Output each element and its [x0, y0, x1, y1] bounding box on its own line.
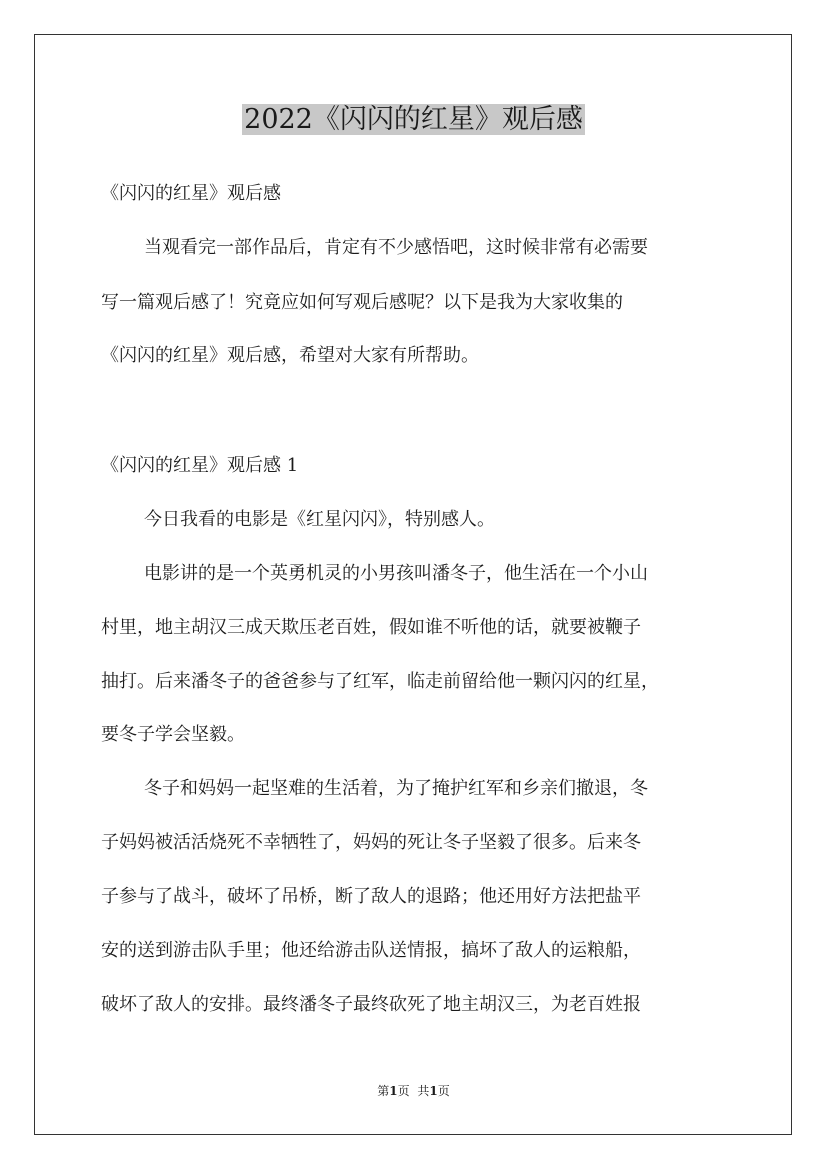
- intro-line: 当观看完一部作品后，肯定有不少感悟吧，这时候非常有必需要: [144, 237, 648, 258]
- page-footer: [0, 1083, 827, 1099]
- paragraph-line: 要冬子学会坚毅。: [101, 724, 245, 745]
- paragraph-line: 安的送到游击队手里；他还给游击队送情报，搞坏了敌人的运粮船，: [101, 940, 641, 961]
- document-subtitle: 《闪闪的红星》观后感: [101, 183, 281, 204]
- paragraph-line: 冬子和妈妈一起坚难的生活着，为了掩护红军和乡亲们撤退，冬: [144, 778, 648, 799]
- paragraph-line: 抽打。后来潘冬子的爸爸参与了红军，临走前留给他一颗闪闪的红星，: [101, 671, 659, 692]
- footer-total-unit: 页: [437, 1084, 450, 1098]
- footer-total-pages: 1: [429, 1084, 438, 1098]
- footer-prefix: 第: [377, 1084, 390, 1098]
- intro-line: 《闪闪的红星》观后感，希望对大家有所帮助。: [101, 345, 479, 366]
- section-heading: 《闪闪的红星》观后感 1: [101, 455, 299, 476]
- document-title-text: 2022《闪闪的红星》观后感: [244, 104, 583, 135]
- paragraph-line: 电影讲的是一个英勇机灵的小男孩叫潘冬子，他生活在一个小山: [144, 563, 648, 584]
- paragraph-line: 村里，地主胡汉三成天欺压老百姓，假如谁不听他的话，就要被鞭子: [101, 617, 641, 638]
- footer-total-prefix: 共: [417, 1084, 430, 1098]
- intro-line: 写一篇观后感了！究竟应如何写观后感呢？以下是我为大家收集的: [101, 292, 623, 313]
- paragraph-line: 子参与了战斗，破坏了吊桥，断了敌人的退路；他还用好方法把盐平: [101, 886, 641, 907]
- footer-page-number: 1: [389, 1084, 398, 1098]
- document-title: [0, 100, 827, 140]
- paragraph-line: 破坏了敌人的安排。最终潘冬子最终砍死了地主胡汉三，为老百姓报: [101, 994, 641, 1015]
- paragraph-line: 今日我看的电影是《红星闪闪》，特别感人。: [144, 509, 495, 530]
- paragraph-line: 子妈妈被活活烧死不幸牺牲了，妈妈的死让冬子坚毅了很多。后来冬: [101, 832, 641, 853]
- footer-page-unit: 页: [397, 1084, 410, 1098]
